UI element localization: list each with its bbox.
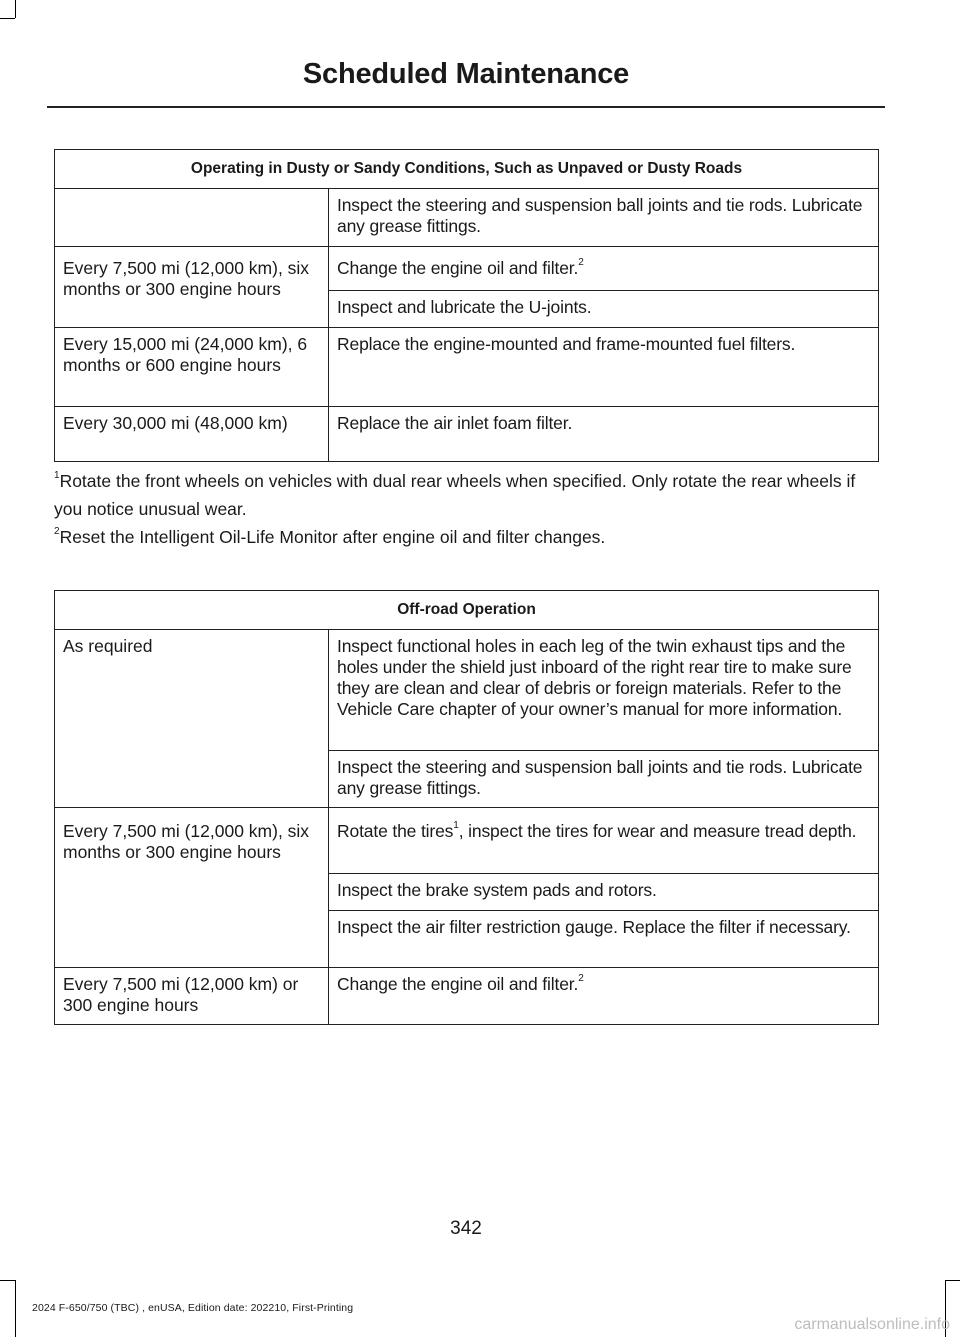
- task-cell: Inspect the steering and suspension ball joints and tie rods. Lubricate any grease fittings.: [329, 189, 879, 247]
- footnote-text: Rotate the front wheels on vehicles with dual rear wheels when specified. Only rotate the rear wheels if you notice unusual wear.: [54, 471, 856, 519]
- task-text: Change the engine oil and filter.: [337, 258, 579, 278]
- crop-mark: [0, 1280, 15, 1281]
- crop-mark: [945, 1280, 960, 1281]
- interval-cell: Every 7,500 mi (12,000 km), six months or 300 engine hours: [55, 808, 329, 968]
- interval-cell: Every 15,000 mi (24,000 km), 6 months or 600 engine hours: [55, 328, 329, 407]
- dusty-conditions-table: [54, 149, 879, 462]
- task-cell: Inspect the air filter restriction gauge. Replace the filter if necessary.: [329, 911, 879, 968]
- footnote: [54, 467, 884, 523]
- task-cell: Inspect the steering and suspension ball joints and tie rods. Lubricate any grease fittings.: [329, 751, 879, 808]
- interval-cell: [55, 189, 329, 247]
- footnote-text: Reset the Intelligent Oil-Life Monitor after engine oil and filter changes.: [59, 527, 606, 547]
- task-cell: Inspect functional holes in each leg of the twin exhaust tips and the holes under the shield just inboard of the right rear tire to make sure they are clean and clear of debris or foreign materials. Refer to the Vehicle Care chapter of your owner’s manual for more information.: [329, 630, 879, 751]
- crop-mark: [0, 18, 15, 19]
- task-text: , inspect the tires for wear and measure tread depth.: [458, 821, 857, 841]
- table-heading: Operating in Dusty or Sandy Conditions, Such as Unpaved or Dusty Roads: [55, 150, 879, 189]
- task-cell: [329, 247, 879, 291]
- task-text: Change the engine oil and filter.: [337, 974, 579, 994]
- footnote-ref: 2: [578, 257, 584, 269]
- task-cell: [329, 808, 879, 874]
- table-row: [55, 189, 879, 247]
- table-row: [55, 630, 879, 751]
- task-cell: Inspect and lubricate the U-joints.: [329, 291, 879, 328]
- table-row: [55, 247, 879, 291]
- task-cell: [329, 968, 879, 1025]
- interval-cell: Every 7,500 mi (12,000 km), six months or 300 engine hours: [55, 247, 329, 328]
- interval-cell: Every 7,500 mi (12,000 km) or 300 engine hours: [55, 968, 329, 1025]
- footnote-mark: 1: [54, 470, 60, 482]
- footnote: [54, 523, 884, 551]
- footnotes: [54, 467, 884, 551]
- title-divider: [47, 106, 885, 108]
- task-cell: Replace the engine-mounted and frame-mounted fuel filters.: [329, 328, 879, 407]
- crop-mark: [15, 0, 16, 18]
- footnote-ref: 2: [578, 973, 584, 985]
- page-title: Scheduled Maintenance: [302, 58, 630, 90]
- table-row: [55, 968, 879, 1025]
- interval-cell: Every 30,000 mi (48,000 km): [55, 407, 329, 462]
- watermark: carmanualsonline.info: [794, 1316, 950, 1333]
- task-cell: Inspect the brake system pads and rotors.: [329, 874, 879, 911]
- edition-footer: 2024 F-650/750 (TBC) , enUSA, Edition date: 202210, First-Printing: [32, 1302, 354, 1314]
- table-heading: Off-road Operation: [55, 591, 879, 630]
- interval-cell: As required: [55, 630, 329, 808]
- offroad-operation-table: [54, 590, 879, 1025]
- table-row: [55, 407, 879, 462]
- page-number: 342: [450, 1218, 482, 1239]
- table-row: [55, 808, 879, 874]
- footnote-ref: 1: [453, 820, 459, 832]
- task-cell: Replace the air inlet foam filter.: [329, 407, 879, 462]
- crop-mark: [15, 1280, 16, 1337]
- table-row: [55, 328, 879, 407]
- task-text: Rotate the tires: [337, 821, 454, 841]
- footnote-mark: 2: [54, 526, 60, 538]
